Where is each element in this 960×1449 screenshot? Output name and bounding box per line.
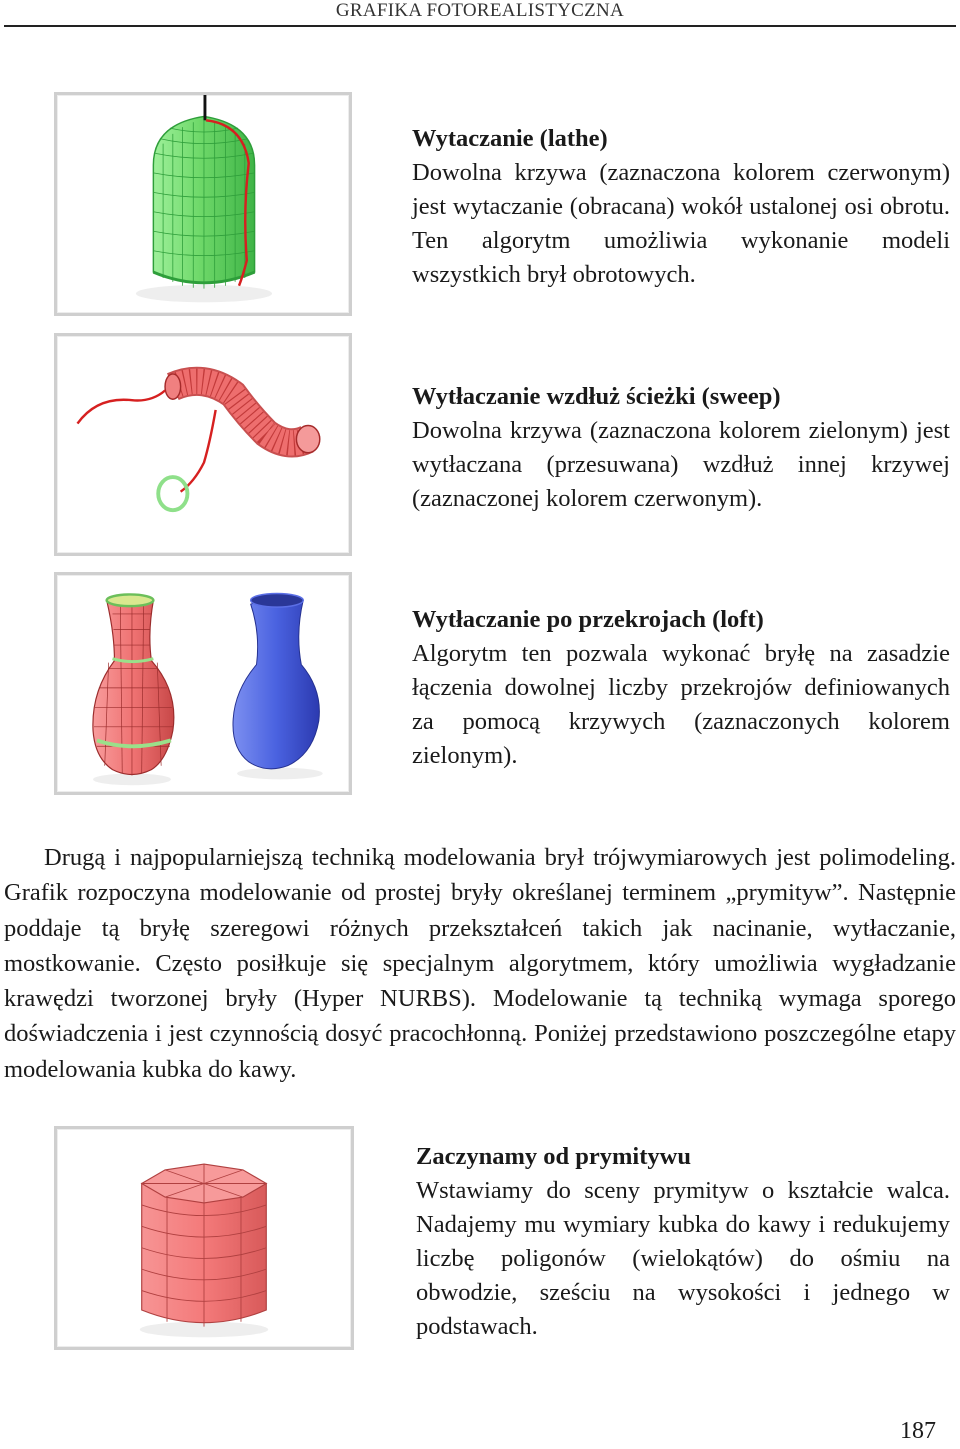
running-header-title: GRAFIKA FOTOREALISTYCZNA (335, 0, 625, 21)
section-primitive-title: Zaczynamy od prymitywu (416, 1143, 691, 1170)
section-sweep-title: Wytłaczanie wzdłuż ścieżki (sweep) (412, 383, 781, 410)
sweep-tube-end (296, 426, 319, 453)
sweep-tube-start (165, 374, 181, 399)
lathe-render (57, 95, 349, 313)
figure-lathe (54, 92, 352, 316)
loft-vase-blue-opening (251, 593, 304, 607)
loft-render (57, 575, 349, 792)
section-primitive (416, 1140, 950, 1344)
figure-primitive (54, 1126, 354, 1350)
section-lathe-title: Wytaczanie (lathe) (412, 125, 608, 152)
section-loft-body: Algorytm ten pozwala wykonać bryłę na zasadzie łączenia dowolnej liczby przekrojów definiowanych za pomocą krzywych (zaznaczonych kolorem zielonym). (412, 640, 950, 769)
header-rule (4, 25, 956, 27)
sweep-profile-circle (158, 477, 187, 510)
figure-loft (54, 572, 352, 795)
page-header (0, 0, 960, 28)
section-sweep (412, 380, 950, 516)
loft-vase-blue (233, 597, 319, 769)
section-lathe-body: Dowolna krzywa (zaznaczona kolorem czerwonym) jest wytaczanie (obracana) wokół ustalonej osi obrotu. Ten algorytm umożliwia wykonanie modeli wszystkich brył obrotowych. (412, 159, 950, 288)
sweep-path-curve-right (181, 410, 216, 492)
section-loft (412, 603, 950, 773)
section-loft-title: Wytłaczanie po przekrojach (loft) (412, 606, 764, 633)
page-number: 187 (900, 1418, 936, 1444)
sweep-path-curve-left (77, 390, 165, 423)
section-primitive-body: Wstawiamy do sceny prymityw o kształcie walca. Nadajemy mu wymiary kubka do kawy i redukujemy liczbę poligonów (wielokątów) do ośmiu na obwodzie, sześciu na wysokości i jednego w podstawach. (416, 1177, 950, 1340)
section-sweep-body: Dowolna krzywa (zaznaczona kolorem zielonym) jest wytłaczana (przesuwana) wzdłuż innej krzywej (zaznaczonej kolorem czerwonym). (412, 417, 950, 512)
sweep-render (57, 336, 349, 553)
body-paragraph: Drugą i najpopularniejszą techniką modelowania brył trójwymiarowych jest polimodeling. Grafik rozpoczyna modelowanie od prostej bryły określanej terminem „prymityw”. Następnie poddaje tą bryłę szeregowi różnych przekształceń takich jak nacinanie, wytłaczanie, mostkowanie. Często posiłkuje się specjalnym algorytmem, który umożliwia wygładzanie krawędzi tworzonej bryły (Hyper NURBS). Modelowanie tą techniką wymaga sporego doświadczenia i jest czynnością dosyć pracochłonną. Poniżej przedstawiono poszczególne etapy modelowania kubka do kawy. (4, 844, 956, 1083)
sweep-tube (173, 381, 307, 443)
section-lathe (412, 122, 950, 292)
primitive-render (57, 1129, 351, 1347)
loft-vase-rim (107, 594, 154, 606)
figure-sweep (54, 333, 352, 556)
